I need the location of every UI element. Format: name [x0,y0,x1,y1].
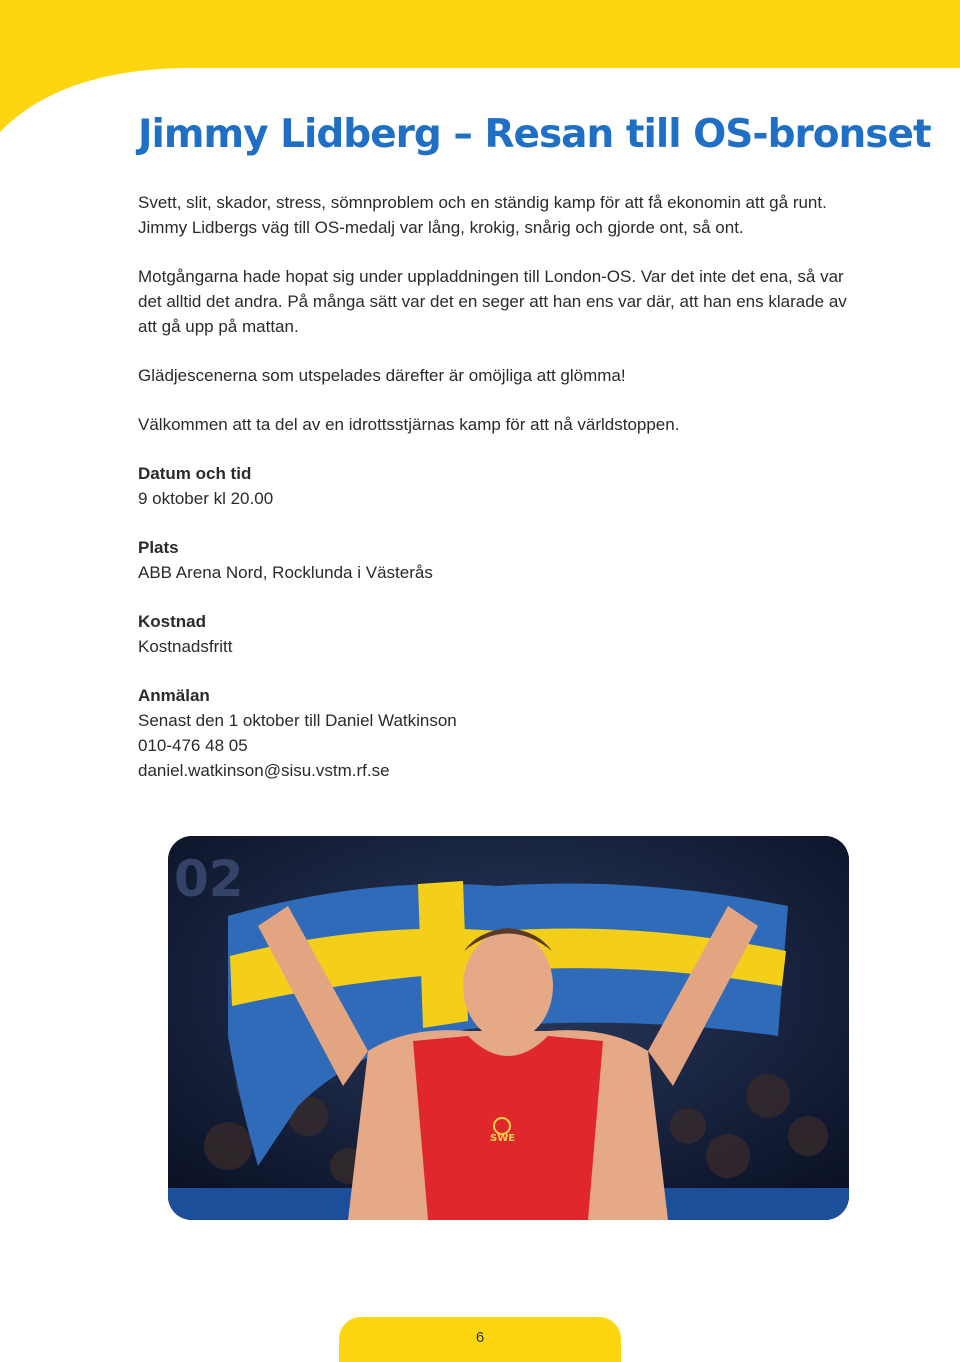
info-cost [138,609,868,659]
info-registration-email[interactable]: daniel.watkinson@sisu.vstm.rf.se [138,761,390,780]
info-place-label: Plats [138,538,179,557]
info-registration [138,683,868,783]
welcome-paragraph: Välkommen att ta del av en idrottsstjärnas kamp för att nå världstoppen. [138,415,680,434]
info-registration-phone: 010-476 48 05 [138,736,248,755]
page-number: 6 [475,1329,485,1346]
info-registration-deadline: Senast den 1 oktober till Daniel Watkinson [138,711,457,730]
info-date-label: Datum och tid [138,464,252,483]
info-registration-label: Anmälan [138,686,210,705]
info-place [138,535,868,585]
singlet-text: SWE [490,1133,516,1144]
info-date [138,461,868,511]
joy-paragraph: Glädjescenerna som utspelades därefter är omöjliga att glömma! [138,366,626,385]
wrestler-with-swedish-flag-photo [168,836,849,1220]
info-cost-label: Kostnad [138,612,206,631]
info-place-value: ABB Arena Nord, Rocklunda i Västerås [138,563,433,582]
page-title: Jimmy Lidberg – Resan till OS-bronset [138,112,931,157]
info-cost-value: Kostnadsfritt [138,637,233,656]
setbacks-paragraph: Motgångarna hade hopat sig under uppladdningen till London-OS. Var det inte det ena, så var det alltid det andra. På många sätt var det en seger att han ens var där, att han ens klarade av att gå upp på mattan. [138,267,847,336]
article-body [138,190,868,807]
background-number: 02 [174,850,244,908]
intro-paragraph: Svett, slit, skador, stress, sömnproblem och en ständig kamp för att få ekonomin att gå runt. Jimmy Lidbergs väg till OS-medalj var lång, krokig, snårig och gjorde ont, så ont. [138,193,827,237]
info-date-value: 9 oktober kl 20.00 [138,489,274,508]
page-number-tab [339,1317,621,1362]
